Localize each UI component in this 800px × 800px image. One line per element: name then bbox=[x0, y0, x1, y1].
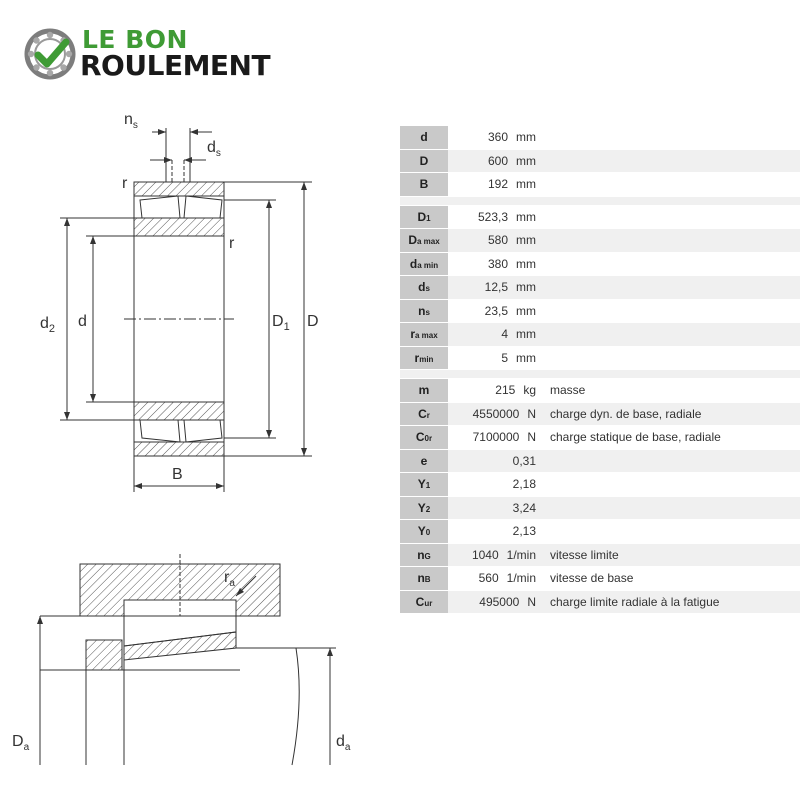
table-spacer bbox=[400, 370, 800, 379]
spec-key: n $_B$ bbox=[400, 567, 448, 590]
spec-key: C $_{ur}$ bbox=[400, 591, 448, 614]
spec-unit: N bbox=[527, 594, 536, 609]
spec-unit: mm bbox=[516, 280, 536, 295]
label-d2: $d_2$ bbox=[40, 315, 56, 335]
spec-unit: N bbox=[527, 406, 536, 421]
table-row bbox=[400, 497, 800, 521]
spec-key: B bbox=[400, 173, 448, 196]
table-row bbox=[400, 403, 800, 427]
spec-key: C $_{0r}$ bbox=[400, 426, 448, 449]
spec-value: 1040 1/min bbox=[471, 547, 536, 562]
spec-value: 495000 N bbox=[479, 594, 536, 609]
spec-unit: mm bbox=[516, 303, 536, 318]
spec-value: 5 mm bbox=[501, 350, 536, 365]
spec-key: e bbox=[400, 450, 448, 473]
spec-value: 523,3 mm bbox=[477, 209, 536, 224]
mounting-section bbox=[40, 554, 336, 765]
brand-logo[interactable] bbox=[24, 24, 304, 86]
label-ra: $r_a$ bbox=[224, 569, 235, 589]
table-row bbox=[400, 450, 800, 474]
spec-key: D bbox=[400, 150, 448, 173]
spec-value: 600 mm bbox=[487, 153, 536, 168]
spec-value: 380 mm bbox=[487, 256, 536, 271]
spec-value: 192 mm bbox=[487, 177, 536, 192]
spec-description: masse bbox=[550, 383, 586, 398]
spec-unit: mm bbox=[516, 256, 536, 271]
label-d: d bbox=[78, 313, 87, 330]
spec-value: 23,5 mm bbox=[484, 303, 536, 318]
table-row bbox=[400, 426, 800, 450]
bearing-technical-drawing bbox=[0, 100, 400, 800]
spec-key: n $_s$ bbox=[400, 300, 448, 323]
table-row bbox=[400, 173, 800, 197]
table-row bbox=[400, 253, 800, 277]
spec-key: D $_1$ bbox=[400, 206, 448, 229]
spec-value: 7100000 N bbox=[472, 430, 536, 445]
table-row bbox=[400, 229, 800, 253]
spec-key: m bbox=[400, 379, 448, 402]
table-spacer bbox=[400, 197, 800, 206]
spec-description: vitesse limite bbox=[550, 547, 619, 562]
spec-value: 4 mm bbox=[501, 327, 536, 342]
spec-description: charge statique de base, radiale bbox=[550, 430, 721, 445]
spec-key: d $_{a min}$ bbox=[400, 253, 448, 276]
spec-unit: N bbox=[527, 430, 536, 445]
spec-unit: mm bbox=[516, 327, 536, 342]
table-row bbox=[400, 206, 800, 230]
spec-value: 360 mm bbox=[487, 130, 536, 145]
spec-key: r $_{min}$ bbox=[400, 347, 448, 370]
spec-value: 560 1/min bbox=[478, 571, 536, 586]
logo-text-line2: ROULEMENT bbox=[80, 49, 271, 82]
spec-unit: mm bbox=[516, 209, 536, 224]
bearing-check-icon bbox=[24, 28, 76, 80]
spec-key: Y $_0$ bbox=[400, 520, 448, 543]
spec-unit: mm bbox=[516, 177, 536, 192]
label-B: B bbox=[172, 466, 183, 483]
spec-unit: mm bbox=[516, 130, 536, 145]
spec-value: 215 kg bbox=[495, 383, 536, 398]
spec-unit: 1/min bbox=[506, 571, 536, 586]
table-row bbox=[400, 591, 800, 615]
spec-value: 2,18 bbox=[512, 477, 536, 492]
label-D1: $D_1$ bbox=[272, 313, 290, 333]
spec-description: charge limite radiale à la fatigue bbox=[550, 594, 720, 609]
spec-value: 580 mm bbox=[487, 233, 536, 248]
label-da: $d_a$ bbox=[336, 733, 351, 753]
table-row bbox=[400, 276, 800, 300]
table-row bbox=[400, 379, 800, 403]
spec-value: 0,31 bbox=[512, 453, 536, 468]
label-r-top: r bbox=[122, 175, 128, 192]
table-row bbox=[400, 150, 800, 174]
label-D: D bbox=[307, 313, 319, 330]
table-row bbox=[400, 567, 800, 591]
table-row bbox=[400, 300, 800, 324]
spec-description: vitesse de base bbox=[550, 571, 634, 586]
spec-key: d bbox=[400, 126, 448, 149]
spec-description: charge dyn. de base, radiale bbox=[550, 406, 702, 421]
spec-unit: mm bbox=[516, 350, 536, 365]
logo-text-line1: LE BON bbox=[82, 25, 188, 54]
spec-unit: 1/min bbox=[506, 547, 536, 562]
table-row bbox=[400, 347, 800, 371]
label-ns: $n_s$ bbox=[124, 111, 138, 131]
label-Da: $D_a$ bbox=[12, 733, 30, 753]
spec-key: d $_s$ bbox=[400, 276, 448, 299]
specifications-table bbox=[400, 126, 800, 614]
spec-key: C $_r$ bbox=[400, 403, 448, 426]
table-row bbox=[400, 473, 800, 497]
bearing-cross-section bbox=[124, 160, 234, 456]
table-row bbox=[400, 126, 800, 150]
label-r-side: r bbox=[229, 235, 235, 252]
spec-key: n $_G$ bbox=[400, 544, 448, 567]
table-row bbox=[400, 520, 800, 544]
spec-unit: kg bbox=[523, 383, 536, 398]
spec-value: 3,24 bbox=[512, 500, 536, 515]
table-row bbox=[400, 323, 800, 347]
spec-value: 2,13 bbox=[512, 524, 536, 539]
spec-unit: mm bbox=[516, 153, 536, 168]
spec-key: Y $_2$ bbox=[400, 497, 448, 520]
spec-key: D $_{a max}$ bbox=[400, 229, 448, 252]
label-ds: $d_s$ bbox=[207, 139, 221, 159]
spec-unit: mm bbox=[516, 233, 536, 248]
spec-value: 4550000 N bbox=[472, 406, 536, 421]
spec-key: r $_{a max}$ bbox=[400, 323, 448, 346]
table-row bbox=[400, 544, 800, 568]
spec-value: 12,5 mm bbox=[484, 280, 536, 295]
spec-key: Y $_1$ bbox=[400, 473, 448, 496]
